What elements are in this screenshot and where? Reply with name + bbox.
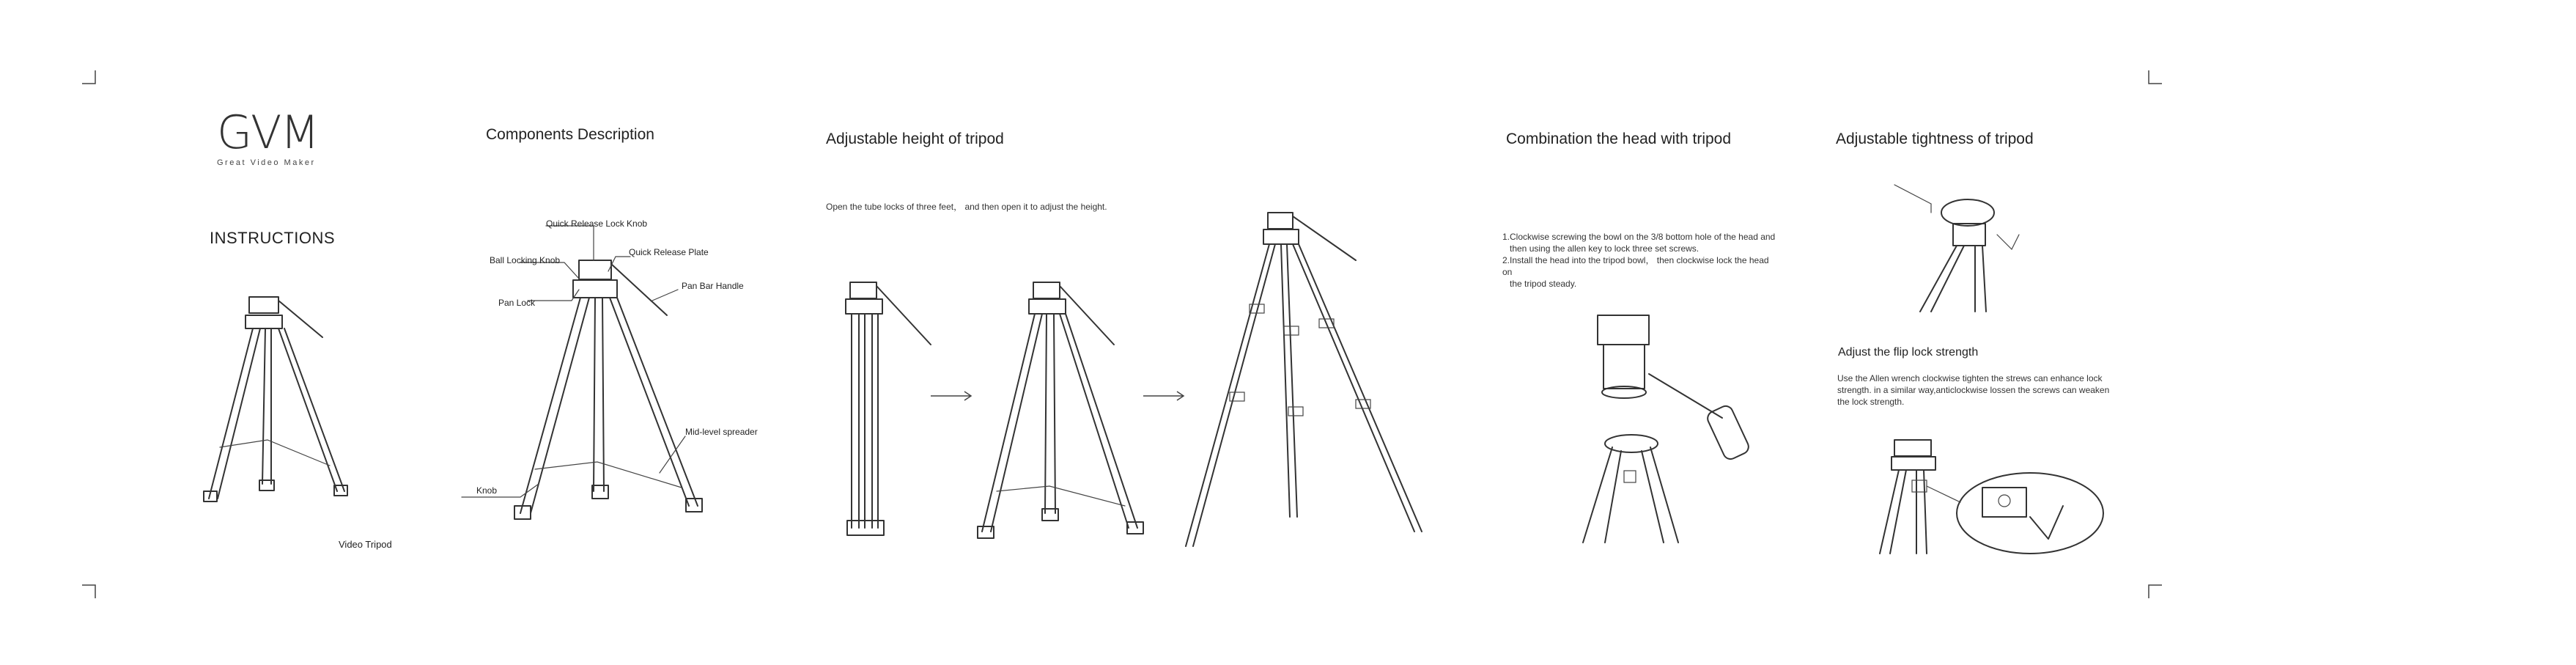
tripod-illustration-opened	[967, 279, 1173, 550]
label-pan-bar-handle: Pan Bar Handle	[682, 281, 744, 291]
adjustable-height-title: Adjustable height of tripod	[826, 131, 1004, 147]
combination-step-line: then using the allen key to lock three set screws.	[1502, 243, 1700, 254]
label-ball-locking-knob: Ball Locking Knob	[490, 255, 561, 265]
flip-lock-instruction	[1837, 372, 2116, 408]
label-pan-lock: Pan Lock	[498, 298, 536, 308]
video-tripod-caption: Video Tripod	[339, 539, 392, 550]
label-mid-level-spreader: Mid-level spreader	[685, 427, 758, 437]
flip-lock-line: Use the Allen wrench clockwise tighten the strews can enhance lock	[1837, 373, 2103, 383]
adjustable-height-instruction: Open the tube locks of three feet， and then open it to adjust the height.	[826, 202, 1107, 212]
label-quick-release-lock-knob: Quick Release Lock Knob	[546, 218, 648, 229]
combination-step-line: 1.Clockwise screwing the bowl on the 3/8 bottom hole of the head and	[1502, 232, 1776, 242]
crop-mark-bottom-right	[2147, 584, 2162, 598]
adjustable-tightness-title: Adjustable tightness of tripod	[1836, 131, 2034, 147]
head-mounting-illustration	[1576, 308, 1788, 543]
crop-mark-top-left	[82, 70, 97, 85]
tightness-illustration	[1894, 183, 2026, 315]
components-title: Components Description	[486, 126, 654, 143]
tripod-illustration-folded	[835, 279, 967, 550]
combination-step-line: the tripod steady.	[1502, 279, 1577, 289]
tripod-illustration-components	[469, 220, 748, 528]
logo-mark: GVM	[217, 106, 318, 159]
flip-lock-detail-illustration	[1872, 436, 2107, 557]
flip-lock-line: the lock strength.	[1837, 397, 1905, 407]
tripod-illustration-extended	[1180, 209, 1429, 554]
combination-steps	[1502, 231, 1781, 290]
instructions-title: INSTRUCTIONS	[210, 229, 335, 247]
brand-logo	[217, 106, 334, 167]
flip-lock-title: Adjust the flip lock strength	[1838, 346, 1979, 359]
crop-mark-bottom-left	[82, 584, 97, 598]
label-quick-release-plate: Quick Release Plate	[629, 247, 709, 257]
label-knob: Knob	[476, 485, 498, 496]
crop-mark-top-right	[2147, 70, 2162, 85]
logo-tagline: Great Video Maker	[217, 158, 316, 167]
combination-title: Combination the head with tripod	[1506, 131, 1732, 147]
flip-lock-line: strength. in a similar way,anticlockwise lossen the screws can weaken	[1837, 385, 2110, 395]
tripod-illustration-overview	[198, 293, 359, 513]
combination-step-line: 2.Install the head into the tripod bowl， then clockwise lock the head on	[1502, 255, 1769, 277]
